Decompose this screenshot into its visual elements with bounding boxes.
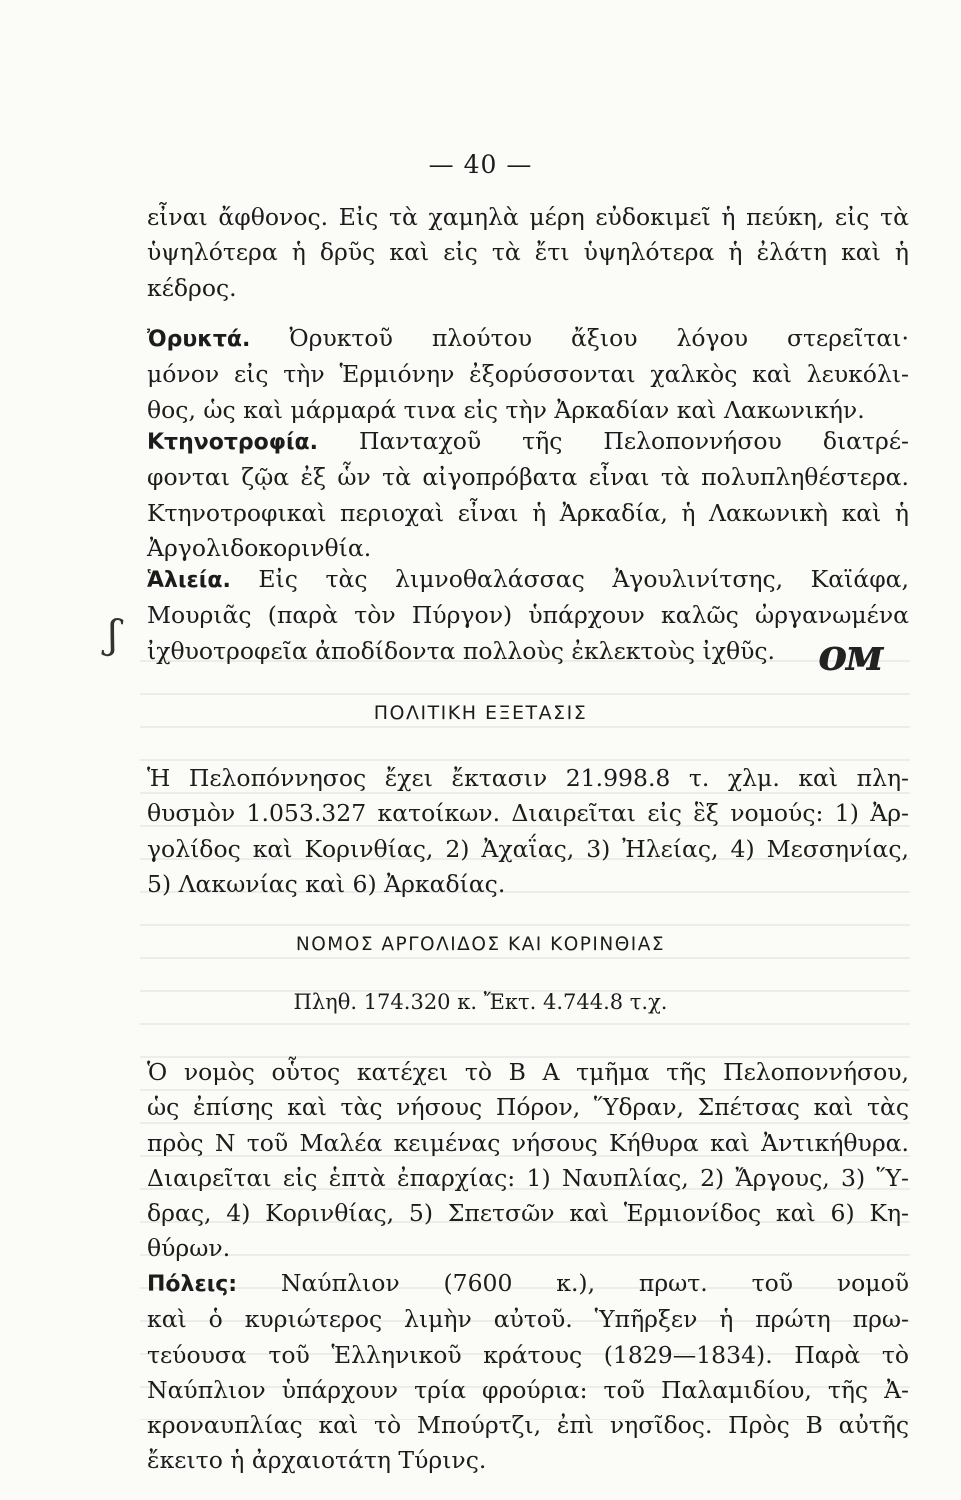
text-line: φονται ζῷα ἐξ ὧν τὰ αἰγοπρόβατα εἶναι τὰ πολυπληθέστερα.	[147, 463, 909, 492]
minerals-paragraph	[147, 321, 909, 428]
text-line: δρας, 4) Κορινθίας, 5) Σπετσῶν καὶ Ἑρμιονίδος καὶ 6) Κη-	[147, 1199, 909, 1228]
text-line: Ὀρυκτά. Ὀρυκτοῦ πλούτου ἄξιου λόγου στερεῖται·	[147, 324, 909, 352]
cities-heading: Πόλεις:	[147, 1272, 238, 1297]
text-line: 5) Λακωνίας καὶ 6) Ἀρκαδίας.	[147, 869, 506, 898]
text-line: κροναυπλίας καὶ τὸ Μπούρτζι, ἐπὶ νησῖδος. Πρὸς Β αὐτῆς	[147, 1411, 909, 1440]
text-line: Ἀργολιδοκορινθία.	[147, 533, 372, 562]
text-line: ὡς ἐπίσης καὶ τὰς νήσους Πόρον, Ὕδραν, Σπέτσας καὶ τὰς	[147, 1093, 909, 1122]
nomos-stats: Πληθ. 174.320 κ. Ἔκτ. 4.744.8 τ.χ.	[293, 990, 668, 1014]
text-line: θος, ὡς καὶ μάρμαρά τινα εἰς τὴν Ἀρκαδίαν καὶ Λακωνικήν.	[147, 395, 865, 424]
text-line: Διαιρεῖται εἰς ἑπτὰ ἐπαρχίας: 1) Ναυπλίας, 2) Ἄργους, 3) Ὕ-	[147, 1163, 909, 1192]
text-line: ἰχθυοτροφεῖα ἀποδίδοντα πολλοὺς ἐκλεκτοὺς ἰχθῦς.	[147, 636, 776, 665]
text-line: καὶ ὁ κυριώτερος λιμὴν αὐτοῦ. Ὑπῆρξεν ἡ πρώτη πρω-	[147, 1305, 909, 1334]
political-paragraph	[147, 761, 909, 902]
nomos-heading: ΝΟΜΟΣ ΑΡΓΟΛΙΔΟΣ ΚΑΙ ΚΟΡΙΝΘΙΑΣ	[295, 934, 666, 955]
text-line: μόνον εἰς τὴν Ἑρμιόνην ἐξορύσσονται χαλκὸς καὶ λευκόλι-	[147, 360, 909, 389]
text-line: γολίδος καὶ Κορινθίας, 2) Ἀχαΐας, 3) Ἠλείας, 4) Μεσσηνίας,	[147, 834, 909, 863]
nomos-paragraph	[147, 1055, 909, 1267]
handwritten-annotation: ᴏᴍ	[818, 630, 882, 681]
text-line: Μουριᾶς (παρὰ τὸν Πύργον) ὑπάρχουν καλῶς ὠργανωμένα	[147, 601, 909, 630]
text-line: εἶναι ἄφθονος. Εἰς τὰ χαμηλὰ μέρη εὐδοκιμεῖ ἡ πεύκη, εἰς τὰ	[147, 203, 909, 231]
text-line: Ἁλιεία. Εἰς τὰς λιμνοθαλάσσας Ἀγουλινίτσης, Καϊάφα,	[147, 565, 909, 593]
text-line: Ὁ νομὸς οὗτος κατέχει τὸ Β Α τμῆμα τῆς Πελοποννήσου,	[147, 1058, 909, 1086]
livestock-heading: Κτηνοτροφία.	[147, 430, 319, 455]
text-line: ἔκειτο ἡ ἀρχαιοτάτη Τύρινς.	[147, 1446, 487, 1475]
political-section-heading: ΠΟΛΙΤΙΚΗ ΕΞΕΤΑΣΙΣ	[373, 702, 588, 724]
trees-paragraph	[147, 200, 909, 306]
fishing-heading: Ἁλιεία.	[147, 568, 231, 593]
livestock-paragraph	[147, 424, 909, 566]
page-number: — 40 —	[428, 150, 533, 179]
fishing-paragraph	[147, 562, 909, 669]
minerals-heading: Ὀρυκτά.	[147, 327, 251, 352]
text-line: θυσμὸν 1.053.327 κατοίκων. Διαιρεῖται εἰς ἓξ νομούς: 1) Ἀρ-	[147, 799, 909, 828]
text-line: Κτηνοτροφία. Πανταχοῦ τῆς Πελοποννήσου διατρέ-	[147, 427, 909, 455]
handwritten-margin-mark: ʃ	[104, 611, 123, 659]
text-line: κέδρος.	[147, 273, 237, 302]
text-line: τεύουσα τοῦ Ἑλληνικοῦ κράτους (1829—1834). Παρὰ τὸ	[147, 1340, 909, 1369]
text-line: Ἡ Πελοπόννησος ἔχει ἔκτασιν 21.998.8 τ. χλμ. καὶ πλη-	[147, 764, 909, 792]
cities-paragraph	[147, 1266, 909, 1479]
text-line: πρὸς Ν τοῦ Μαλέα κειμένας νήσους Κήθυρα καὶ Ἀντικήθυρα.	[147, 1128, 909, 1157]
text-line: θύρων.	[147, 1234, 231, 1263]
text-line: Πόλεις: Ναύπλιον (7600 κ.), πρωτ. τοῦ νομοῦ	[147, 1269, 909, 1297]
text-line: ὑψηλότερα ἡ δρῦς καὶ εἰς τὰ ἔτι ὑψηλότερα ἡ ἐλάτη καὶ ἡ	[147, 238, 909, 267]
text-line: Κτηνοτροφικαὶ περιοχαὶ εἶναι ἡ Ἀρκαδία, ἡ Λακωνικὴ καὶ ἡ	[147, 498, 909, 527]
text-line: Ναύπλιον ὑπάρχουν τρία φρούρια: τοῦ Παλαμιδίου, τῆς Ἀ-	[147, 1375, 909, 1404]
